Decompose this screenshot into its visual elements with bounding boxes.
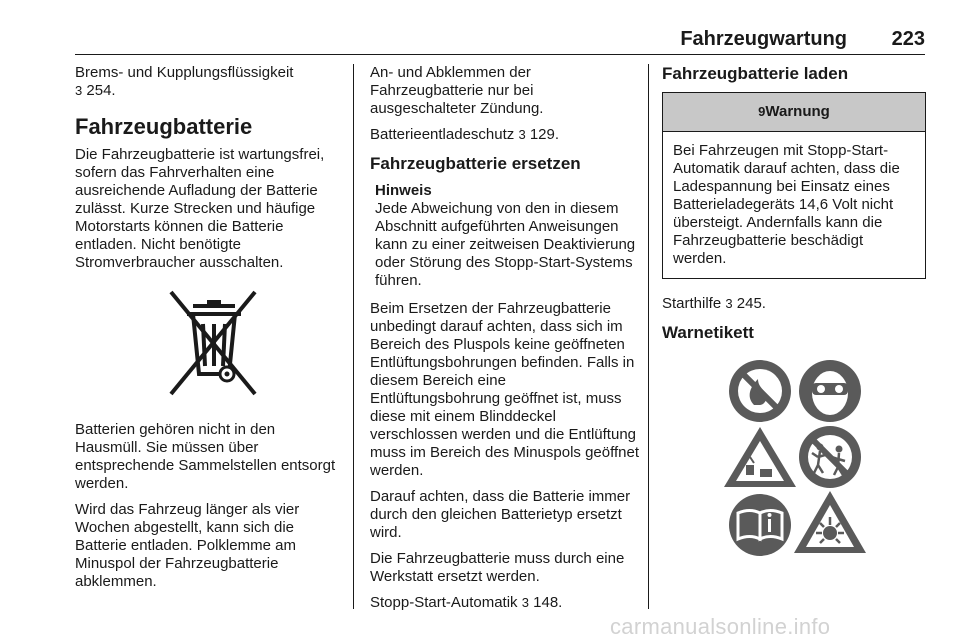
paragraph-long-parking: Wird das Fahrzeug länger als vier Wochen abgestellt, kann sich die Batterie entladen. Polklemme am Minuspol der Fahrzeugbatterie abklemmen. bbox=[75, 501, 300, 590]
no-open-flame-icon bbox=[729, 360, 791, 422]
reference-text: Stopp-Start-Automatik bbox=[370, 594, 522, 611]
reference-page[interactable]: 148. bbox=[528, 594, 563, 611]
paragraph-workshop: Die Fahrzeugbatterie muss durch eine Werkstatt ersetzt werden. bbox=[370, 550, 625, 585]
battery-warning-label-image bbox=[662, 353, 926, 563]
subheading-warning-label: Warnetikett bbox=[662, 323, 754, 342]
reference-page[interactable]: 245. bbox=[732, 295, 766, 312]
crossed-bin-icon bbox=[75, 288, 345, 398]
explosion-warning-icon bbox=[794, 491, 866, 553]
cross-reference-stop-start bbox=[370, 594, 640, 612]
read-manual-icon bbox=[729, 494, 791, 556]
note-text: Jede Abweichung von den in diesem Abschnitt aufgeführten Anweisungen kann zu einer zeitweisen Deaktivierung oder Störung des Stopp-Start-Systems führen. bbox=[375, 200, 636, 289]
column-2 bbox=[370, 64, 640, 620]
reference-text: Brems- und Kupplungsflüssigkeit bbox=[75, 64, 294, 81]
column-divider-1 bbox=[353, 64, 354, 609]
section-title: Fahrzeugwartung bbox=[680, 28, 847, 50]
keep-away-children-icon bbox=[799, 426, 861, 488]
reference-page[interactable]: 254. bbox=[82, 82, 116, 99]
cross-reference-discharge-protection bbox=[370, 126, 640, 144]
note-title: Hinweis bbox=[375, 182, 432, 199]
reference-arrow-icon: 3 bbox=[75, 83, 83, 98]
warning-title: Warnung bbox=[765, 103, 830, 120]
subheading-charge-battery: Fahrzeugbatterie laden bbox=[662, 64, 849, 83]
subheading-replace-battery: Fahrzeugbatterie ersetzen bbox=[370, 154, 581, 173]
section-heading-battery: Fahrzeugbatterie bbox=[75, 114, 253, 139]
watermark: carmanualsonline.info bbox=[610, 614, 831, 639]
cross-reference-brake-fluid bbox=[75, 64, 345, 100]
reference-arrow-icon: 3 bbox=[521, 595, 529, 610]
warning-box bbox=[662, 92, 926, 279]
reference-arrow-icon: 3 bbox=[518, 127, 526, 142]
cross-reference-jump-start bbox=[662, 295, 926, 313]
paragraph-maintenance: Die Fahrzeugbatterie ist wartungsfrei, sofern das Fahrverhalten eine ausreichende Aufladung der Batterie zulässt. Kurze Strecken und häufige Motorstarts können die Batterie entladen. Nicht benötigte Stromverbraucher ausschalten. bbox=[75, 146, 325, 271]
warning-text: Bei Fahrzeugen mit Stopp-Start-Automatik darauf achten, dass die Ladespannung bei Einsatz eines Batterieladegeräts 14,6 Volt nicht übersteigt. Andernfalls kann die Fahrzeugbatterie beschädigt werden. bbox=[673, 142, 900, 267]
paragraph-vent-holes: Beim Ersetzen der Fahrzeugbatterie unbedingt darauf achten, dass sich im Bereich des Pluspols keine geöffneten Entlüftungsbohrungen befinden. Falls in diesem Bereich eine Entlüftungsbohrung geöffnet ist, muss diese mit einem Blinddeckel verschlossen werden und die Entlüftung muss im Bereich des Minuspols geöffnet werden. bbox=[370, 300, 640, 479]
warning-header bbox=[663, 93, 925, 132]
corrosive-warning-icon bbox=[724, 427, 796, 487]
page-header bbox=[75, 22, 925, 54]
page-number: 223 bbox=[891, 28, 925, 50]
reference-arrow-icon: 3 bbox=[725, 296, 733, 311]
column-3 bbox=[662, 64, 926, 568]
paragraph-ignition: An- und Abklemmen der Fahrzeugbatterie nur bei ausgeschalteter Zündung. bbox=[370, 64, 544, 117]
reference-page[interactable]: 129. bbox=[525, 126, 560, 143]
reference-text: Starthilfe bbox=[662, 295, 726, 312]
column-divider-2 bbox=[648, 64, 649, 609]
reference-text: Batterieentladeschutz bbox=[370, 126, 519, 143]
note-block bbox=[370, 182, 640, 290]
warning-triangle-icon: 9 bbox=[758, 104, 766, 119]
header-rule bbox=[75, 54, 925, 55]
column-1 bbox=[75, 64, 345, 599]
eye-protection-icon bbox=[799, 360, 861, 422]
paragraph-same-type: Darauf achten, dass die Batterie immer durch den gleichen Batterietyp ersetzt wird. bbox=[370, 488, 631, 541]
paragraph-disposal: Batterien gehören nicht in den Hausmüll. Sie müssen über entsprechende Sammelstellen entsorgt werden. bbox=[75, 421, 336, 492]
